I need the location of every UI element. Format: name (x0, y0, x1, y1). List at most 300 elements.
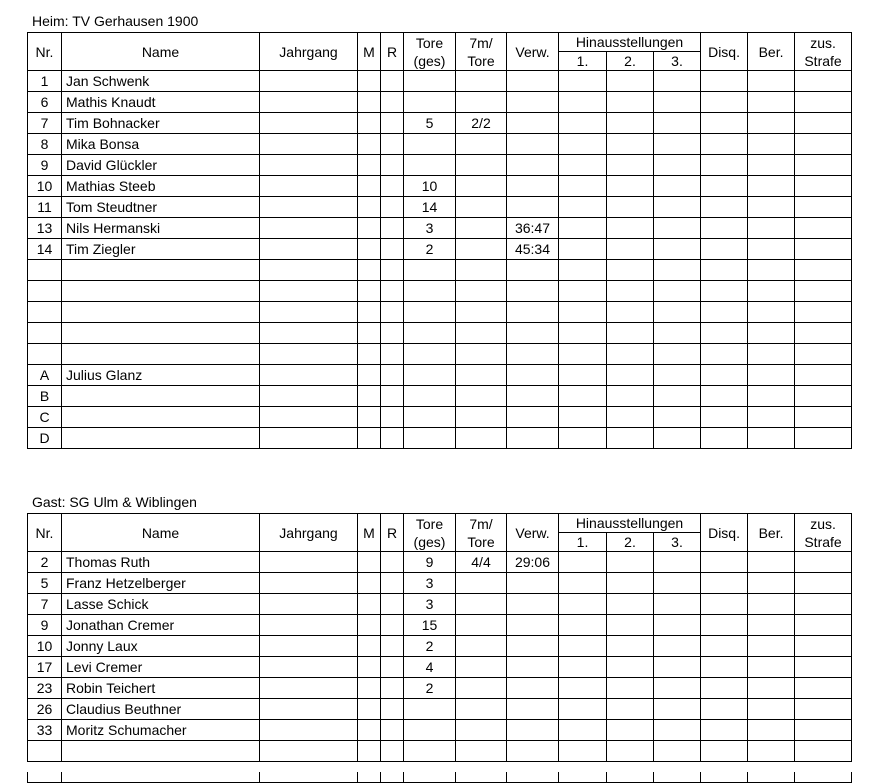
table-row (28, 134, 852, 155)
table-row (28, 720, 852, 741)
cell-jahrgang (260, 636, 358, 657)
cell-hinaus-1 (559, 407, 607, 428)
header-nr: Nr. (28, 33, 62, 71)
cell-zus-strafe (795, 176, 852, 197)
cell-r (381, 594, 404, 615)
cell-tore (404, 323, 456, 344)
cell-hinaus-2 (607, 176, 654, 197)
cell-name: Tom Steudtner (62, 197, 260, 218)
cell-nr: 26 (28, 699, 62, 720)
cell-zus-strafe (795, 344, 852, 365)
cell-7m-tore (456, 741, 507, 762)
table-row (28, 113, 852, 134)
cell-nr: 14 (28, 239, 62, 260)
home-player-table (27, 32, 852, 449)
cell-verw (507, 407, 559, 428)
header-ber: Ber. (748, 33, 795, 71)
cell-ber (748, 323, 795, 344)
cell-zus-strafe (795, 155, 852, 176)
cell-tore: 2 (404, 636, 456, 657)
cell-zus-strafe (795, 594, 852, 615)
cell-hinaus-1 (559, 657, 607, 678)
cell-jahrgang (260, 741, 358, 762)
cell-name: Mathis Knaudt (62, 92, 260, 113)
cell-disq (701, 134, 748, 155)
header-tore (404, 514, 456, 552)
cell-tore (404, 71, 456, 92)
cell-hinaus-1 (559, 176, 607, 197)
cell-disq (701, 615, 748, 636)
cell-hinaus-3 (654, 239, 701, 260)
cell-hinaus-3 (654, 260, 701, 281)
cell-hinaus-3 (654, 678, 701, 699)
cell-ber (748, 636, 795, 657)
cell-jahrgang (260, 197, 358, 218)
cell-tore (404, 407, 456, 428)
table-row (28, 302, 852, 323)
cell-verw (507, 365, 559, 386)
cell-m (358, 176, 381, 197)
cell-7m-tore (456, 302, 507, 323)
cell-m (358, 113, 381, 134)
cell-m (358, 678, 381, 699)
cell-name: Jonny Laux (62, 636, 260, 657)
cell-hinaus-2 (607, 636, 654, 657)
cell-disq (701, 428, 748, 449)
cell-hinaus-3 (654, 176, 701, 197)
header-row-top (28, 33, 852, 52)
cell-m (358, 428, 381, 449)
header-line: Strafe (804, 52, 842, 69)
cell-nr (28, 302, 62, 323)
cell-verw (507, 699, 559, 720)
cell-m (358, 302, 381, 323)
cell-hinaus-1 (559, 386, 607, 407)
cell-jahrgang (260, 155, 358, 176)
cell-nr: 5 (28, 573, 62, 594)
cell-m (358, 218, 381, 239)
page-cut-edge (0, 762, 892, 772)
cell-verw (507, 344, 559, 365)
cell-7m-tore (456, 176, 507, 197)
cell-hinaus-3 (654, 720, 701, 741)
cell-tore (404, 302, 456, 323)
cell-name: Mika Bonsa (62, 134, 260, 155)
cell-hinaus-3 (654, 344, 701, 365)
table-row (28, 678, 852, 699)
cell-m (358, 365, 381, 386)
cell-hinaus-1 (559, 741, 607, 762)
cell-name: Levi Cremer (62, 657, 260, 678)
cell-hinaus-1 (559, 239, 607, 260)
header-name: Name (62, 514, 260, 552)
cell-hinaus-3 (654, 113, 701, 134)
cell-zus-strafe (795, 573, 852, 594)
cell-r (381, 218, 404, 239)
cell-ber (748, 407, 795, 428)
cell-name: Jonathan Cremer (62, 615, 260, 636)
table-row (28, 344, 852, 365)
header-line: Tore (467, 533, 495, 550)
header-jahrgang: Jahrgang (260, 514, 358, 552)
cell-tore: 2 (404, 239, 456, 260)
cell-hinaus-1 (559, 323, 607, 344)
table-row (28, 218, 852, 239)
cell-tore (404, 741, 456, 762)
cell-nr: 1 (28, 71, 62, 92)
cell-jahrgang (260, 218, 358, 239)
cell-m (358, 657, 381, 678)
cell-r (381, 741, 404, 762)
cell-disq (701, 197, 748, 218)
cell-hinaus-1 (559, 552, 607, 573)
cell-hinaus-3 (654, 302, 701, 323)
cell-hinaus-3 (654, 134, 701, 155)
table-row (28, 407, 852, 428)
header-hinaus-3: 3. (654, 52, 701, 71)
header-hinausstellungen: Hinausstellungen (559, 514, 701, 533)
cell-hinaus-1 (559, 428, 607, 449)
cell-jahrgang (260, 407, 358, 428)
cell-hinaus-1 (559, 71, 607, 92)
cell-zus-strafe (795, 302, 852, 323)
table-row (28, 155, 852, 176)
cell-hinaus-3 (654, 657, 701, 678)
cell-verw (507, 134, 559, 155)
cell-7m-tore (456, 218, 507, 239)
cell-hinaus-2 (607, 344, 654, 365)
cell-jahrgang (260, 92, 358, 113)
cell-r (381, 176, 404, 197)
header-jahrgang: Jahrgang (260, 33, 358, 71)
cell-ber (748, 71, 795, 92)
cell-verw (507, 741, 559, 762)
cell-nr (28, 741, 62, 762)
cell-jahrgang (260, 615, 358, 636)
header-r: R (381, 514, 404, 552)
cell-zus-strafe (795, 428, 852, 449)
guest-player-table (27, 513, 852, 783)
table-row (28, 323, 852, 344)
cell-r (381, 678, 404, 699)
cell-zus-strafe (795, 113, 852, 134)
cell-hinaus-3 (654, 92, 701, 113)
cell-nr: 11 (28, 197, 62, 218)
cell-7m-tore (456, 428, 507, 449)
cell-nr: 6 (28, 92, 62, 113)
cell-verw (507, 302, 559, 323)
cell-nr: 33 (28, 720, 62, 741)
cell-name: Franz Hetzelberger (62, 573, 260, 594)
cell-7m-tore (456, 657, 507, 678)
cell-hinaus-1 (559, 92, 607, 113)
cell-ber (748, 386, 795, 407)
cell-jahrgang (260, 365, 358, 386)
cell-m (358, 239, 381, 260)
cell-m (358, 155, 381, 176)
header-verw: Verw. (507, 514, 559, 552)
cell-hinaus-2 (607, 71, 654, 92)
cell-jahrgang (260, 113, 358, 134)
cell-7m-tore (456, 344, 507, 365)
cell-ber (748, 594, 795, 615)
cell-7m-tore (456, 594, 507, 615)
cell-ber (748, 134, 795, 155)
header-hinausstellungen: Hinausstellungen (559, 33, 701, 52)
cell-hinaus-2 (607, 657, 654, 678)
cell-disq (701, 71, 748, 92)
header-line: Tore (467, 52, 495, 69)
cell-ber (748, 176, 795, 197)
cell-tore: 3 (404, 573, 456, 594)
cell-verw (507, 657, 559, 678)
cell-hinaus-1 (559, 218, 607, 239)
cell-tore: 3 (404, 218, 456, 239)
table-row (28, 741, 852, 762)
cell-verw (507, 260, 559, 281)
cell-hinaus-2 (607, 407, 654, 428)
cell-7m-tore (456, 260, 507, 281)
cell-r (381, 134, 404, 155)
cell-hinaus-2 (607, 594, 654, 615)
cell-r (381, 92, 404, 113)
cell-hinaus-3 (654, 407, 701, 428)
cell-hinaus-3 (654, 365, 701, 386)
cell-r (381, 720, 404, 741)
cell-verw (507, 323, 559, 344)
cell-hinaus-1 (559, 302, 607, 323)
header-hinaus-3: 3. (654, 533, 701, 552)
cell-r (381, 615, 404, 636)
cell-disq (701, 407, 748, 428)
cell-verw (507, 720, 559, 741)
cell-tore: 2 (404, 678, 456, 699)
cell-verw: 29:06 (507, 552, 559, 573)
cell-verw (507, 176, 559, 197)
cell-verw: 45:34 (507, 239, 559, 260)
cell-zus-strafe (795, 365, 852, 386)
cell-jahrgang (260, 657, 358, 678)
cell-zus-strafe (795, 636, 852, 657)
cell-name (62, 323, 260, 344)
cell-hinaus-2 (607, 302, 654, 323)
cell-7m-tore (456, 71, 507, 92)
cell-disq (701, 573, 748, 594)
header-row-top (28, 514, 852, 533)
cell-jahrgang (260, 594, 358, 615)
cell-verw (507, 386, 559, 407)
cell-hinaus-2 (607, 92, 654, 113)
cell-ber (748, 281, 795, 302)
cell-nr: 8 (28, 134, 62, 155)
header-line: Tore (415, 515, 444, 532)
cell-tore (404, 699, 456, 720)
cell-r (381, 113, 404, 134)
cell-hinaus-2 (607, 386, 654, 407)
cell-name: Julius Glanz (62, 365, 260, 386)
cell-disq (701, 218, 748, 239)
cell-tore: 10 (404, 176, 456, 197)
cell-nr: 13 (28, 218, 62, 239)
cell-m (358, 615, 381, 636)
header-line: 7m/ (469, 515, 493, 532)
cell-tore (404, 386, 456, 407)
cell-disq (701, 552, 748, 573)
cell-jahrgang (260, 678, 358, 699)
header-hinaus-2: 2. (607, 52, 654, 71)
cell-nr: 23 (28, 678, 62, 699)
cell-disq (701, 657, 748, 678)
cell-verw (507, 113, 559, 134)
cell-m (358, 92, 381, 113)
cell-verw (507, 594, 559, 615)
cell-tore: 3 (404, 594, 456, 615)
cell-zus-strafe (795, 741, 852, 762)
cell-name (62, 741, 260, 762)
cell-nr: 10 (28, 636, 62, 657)
cell-m (358, 344, 381, 365)
table-row (28, 71, 852, 92)
cell-hinaus-2 (607, 720, 654, 741)
cell-m (358, 407, 381, 428)
cell-tore (404, 344, 456, 365)
table-row (28, 365, 852, 386)
cell-name (62, 407, 260, 428)
cell-ber (748, 428, 795, 449)
cell-hinaus-2 (607, 699, 654, 720)
cell-hinaus-3 (654, 323, 701, 344)
header-line: Strafe (804, 533, 842, 550)
cell-r (381, 260, 404, 281)
table-row (28, 239, 852, 260)
cell-jahrgang (260, 552, 358, 573)
cell-hinaus-1 (559, 281, 607, 302)
cell-disq (701, 281, 748, 302)
table-row (28, 699, 852, 720)
cell-hinaus-3 (654, 573, 701, 594)
cell-ber (748, 720, 795, 741)
cell-nr: A (28, 365, 62, 386)
cell-hinaus-1 (559, 573, 607, 594)
cell-m (358, 741, 381, 762)
cell-r (381, 323, 404, 344)
cell-name (62, 344, 260, 365)
cell-verw (507, 428, 559, 449)
cell-hinaus-3 (654, 218, 701, 239)
cell-m (358, 71, 381, 92)
cell-zus-strafe (795, 71, 852, 92)
cell-disq (701, 344, 748, 365)
cell-verw (507, 155, 559, 176)
cell-tore: 9 (404, 552, 456, 573)
cell-7m-tore (456, 92, 507, 113)
cell-name: Tim Bohnacker (62, 113, 260, 134)
cell-hinaus-1 (559, 197, 607, 218)
cell-zus-strafe (795, 260, 852, 281)
header-m: M (358, 33, 381, 71)
cell-r (381, 155, 404, 176)
cell-disq (701, 302, 748, 323)
cell-name: Mathias Steeb (62, 176, 260, 197)
cell-m (358, 134, 381, 155)
cell-disq (701, 741, 748, 762)
cell-verw (507, 573, 559, 594)
home-team-title: Heim: TV Gerhausen 1900 (32, 13, 199, 29)
cell-verw (507, 92, 559, 113)
cell-jahrgang (260, 573, 358, 594)
cell-nr: 17 (28, 657, 62, 678)
cell-jahrgang (260, 71, 358, 92)
cell-7m-tore (456, 678, 507, 699)
cell-tore: 4 (404, 657, 456, 678)
cell-name (62, 428, 260, 449)
cell-m (358, 323, 381, 344)
cell-disq (701, 113, 748, 134)
cell-ber (748, 678, 795, 699)
cell-hinaus-2 (607, 197, 654, 218)
cell-zus-strafe (795, 678, 852, 699)
cell-r (381, 657, 404, 678)
cell-ber (748, 218, 795, 239)
header-7m-tore (456, 33, 507, 71)
cell-m (358, 573, 381, 594)
cell-zus-strafe (795, 386, 852, 407)
cell-zus-strafe (795, 323, 852, 344)
cell-jahrgang (260, 323, 358, 344)
cell-hinaus-2 (607, 365, 654, 386)
table-row (28, 636, 852, 657)
cell-r (381, 699, 404, 720)
cell-hinaus-3 (654, 699, 701, 720)
cell-r (381, 365, 404, 386)
cell-nr (28, 260, 62, 281)
table-row (28, 92, 852, 113)
cell-verw (507, 636, 559, 657)
cell-hinaus-3 (654, 197, 701, 218)
cell-disq (701, 260, 748, 281)
cell-ber (748, 657, 795, 678)
cell-tore: 15 (404, 615, 456, 636)
cell-hinaus-2 (607, 741, 654, 762)
table-row (28, 197, 852, 218)
header-tore (404, 33, 456, 71)
header-verw: Verw. (507, 33, 559, 71)
guest-team-title: Gast: SG Ulm & Wiblingen (32, 494, 197, 510)
cell-7m-tore (456, 239, 507, 260)
cell-zus-strafe (795, 92, 852, 113)
cell-zus-strafe (795, 720, 852, 741)
header-ber: Ber. (748, 514, 795, 552)
cell-verw (507, 678, 559, 699)
cell-ber (748, 365, 795, 386)
cell-nr: 9 (28, 155, 62, 176)
cell-verw (507, 71, 559, 92)
table-row (28, 573, 852, 594)
header-7m-tore (456, 514, 507, 552)
cell-ber (748, 552, 795, 573)
cell-hinaus-1 (559, 155, 607, 176)
cell-tore (404, 155, 456, 176)
header-m: M (358, 514, 381, 552)
cell-r (381, 71, 404, 92)
cell-tore (404, 134, 456, 155)
header-zus-strafe (795, 33, 852, 71)
cell-zus-strafe (795, 134, 852, 155)
cell-r (381, 239, 404, 260)
cell-r (381, 281, 404, 302)
cell-7m-tore (456, 699, 507, 720)
cell-zus-strafe (795, 281, 852, 302)
